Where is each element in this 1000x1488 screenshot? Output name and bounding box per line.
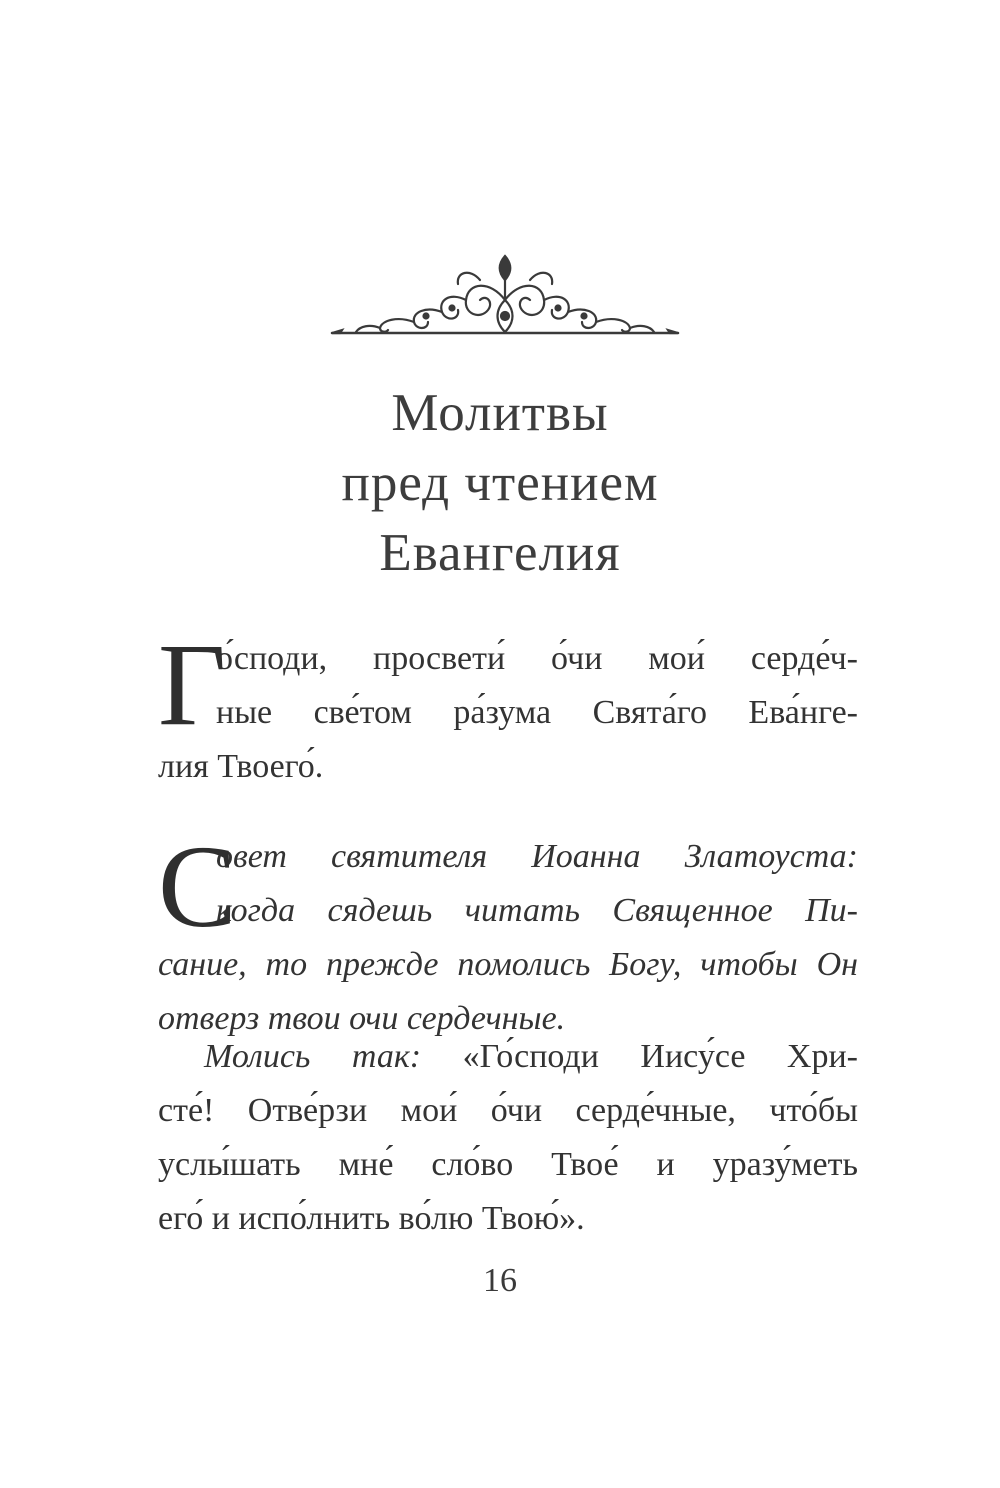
page-number: 16 — [483, 1262, 517, 1299]
instruction-line: его́ и испо́лнить во́лю Твою́». — [158, 1200, 585, 1237]
advice-line: отверз твои очи сердечные. — [158, 1000, 566, 1037]
title-line: пред чтением — [341, 454, 659, 512]
page-title — [0, 378, 1000, 588]
prayer-dropcap: Г — [158, 619, 227, 750]
instruction-paragraph — [158, 1030, 858, 1246]
instruction-line — [158, 1030, 858, 1084]
prayer-paragraph — [158, 619, 858, 794]
advice-line: сание, то прежде помолись Богу, чтобы Он — [158, 946, 858, 983]
ornament-divider-icon — [330, 250, 680, 345]
instruction-line: услы́шать мне́ сло́во Твое́ и уразу́меть — [158, 1146, 858, 1183]
instruction-lead: Молись так: — [204, 1038, 422, 1075]
prayer-line: ные све́том ра́зума Свята́го Ева́нге- — [216, 694, 858, 731]
advice-paragraph — [158, 821, 858, 1046]
title-line: Молитвы — [391, 384, 609, 442]
advice-line: когда сядешь читать Священное Пи- — [216, 892, 858, 929]
instruction-line-rest: «Го́споди Иису́се Хри- — [421, 1038, 859, 1075]
title-line: Евангелия — [379, 524, 621, 582]
advice-dropcap: С — [158, 821, 237, 952]
prayer-line: лия Твоего́. — [158, 748, 324, 785]
prayer-line: о́споди, просвети́ о́чи мои́ серде́ч- — [216, 640, 858, 677]
instruction-line: сте́! Отве́рзи мои́ о́чи серде́чные, что́бы — [158, 1092, 858, 1129]
advice-line: овет святителя Иоанна Златоуста: — [216, 838, 858, 875]
